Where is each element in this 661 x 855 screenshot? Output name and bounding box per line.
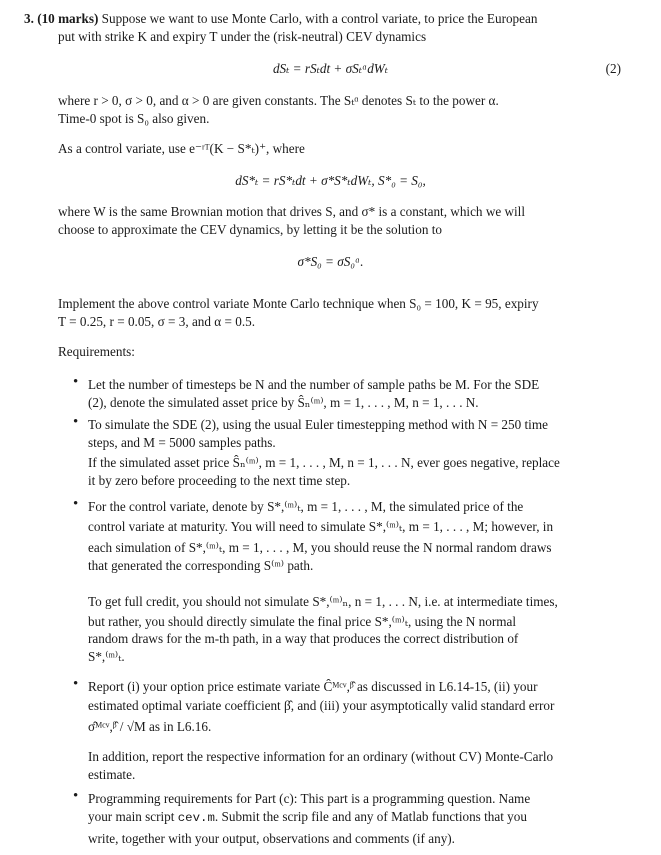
bullet-4-line3: σ̂ᴹᶜᵛ,ᵝ̂ / √M as in L6.16. <box>88 719 212 734</box>
bullet-2-line3: If the simulated asset price Ŝₙ⁽ᵐ⁾, m = 1, . . . , M, n = 1, . . . N, ever goes negative, replace <box>88 455 560 470</box>
params-line2: T = 0.25, r = 0.05, σ = 3, and α = 0.5. <box>58 314 256 329</box>
bullet-3-p2-line3: random draws for the m-th path, in a way that produces the correct distribution of <box>88 631 519 646</box>
question-intro-line2: put with strike K and expiry T under the (risk-neutral) CEV dynamics <box>58 29 427 44</box>
requirements-heading: Requirements: <box>58 344 135 359</box>
question-header <box>24 10 624 28</box>
bullet-4-line2: estimated optimal variate coefficient β̂, and (iii) your asymptotically valid standard error <box>88 698 555 713</box>
bullet-5-marker: • <box>73 788 79 804</box>
params-line1: Implement the above control variate Monte Carlo technique when S₀ = 100, K = 95, expiry <box>58 296 539 311</box>
bullet-3-p2-line2: but rather, you should directly simulate the final price S*,⁽ᵐ⁾ₜ, using the N normal <box>88 614 517 629</box>
bullet-5-line2-b: . Submit the scrip file and any of Matlab functions that you <box>214 809 527 824</box>
bullet-2-line2: steps, and M = 5000 samples paths. <box>88 435 276 450</box>
bullet-4-marker: • <box>73 676 79 692</box>
question-intro-line1: Suppose we want to use Monte Carlo, with a control variate, to price the European <box>101 11 538 26</box>
equation-cev-text: dSₜ = rSₜdt + σSₜᵅdWₜ <box>272 61 389 76</box>
bullet-3-line3: each simulation of S*,⁽ᵐ⁾ₜ, m = 1, . . . , M, you should reuse the N normal random draws <box>88 540 552 555</box>
bullet-1-marker: • <box>73 374 79 390</box>
brownian-line1: where W is the same Brownian motion that drives S, and σ* is a constant, which we will <box>58 204 526 219</box>
bullet-5-line2 <box>88 808 623 828</box>
bullet-1-line2: (2), denote the simulated asset price by Ŝₙ⁽ᵐ⁾, m = 1, . . . , M, n = 1, . . . N. <box>88 395 479 410</box>
bullet-5-line3: write, together with your output, observations and comments (if any). <box>88 831 455 846</box>
bullet-3-line4: that generated the corresponding S⁽ᵐ⁾ path. <box>88 558 314 573</box>
bullet-4-p2-line2: estimate. <box>88 767 136 782</box>
equation-cev <box>0 60 661 78</box>
equation-number: (2) <box>605 61 621 76</box>
bullet-1-line1: Let the number of timesteps be N and the number of sample paths be M. For the SDE <box>88 377 540 392</box>
bullet-3-marker: • <box>73 496 79 512</box>
control-variate-intro: As a control variate, use e⁻ʳᵀ(K − S*ₜ)⁺, where <box>58 141 305 156</box>
bullet-3-p2-line4: S*,⁽ᵐ⁾ₜ. <box>88 649 125 664</box>
bullet-2-line1: To simulate the SDE (2), using the usual Euler timestepping method with N = 250 time <box>88 417 548 432</box>
question-number: 3. <box>24 11 34 26</box>
script-name: cev.m <box>177 811 215 825</box>
bullet-4-line1: Report (i) your option price estimate variate Ĉᴹᶜᵛ,ᵝ̂ as discussed in L6.14-15, (ii) your <box>88 679 538 694</box>
bullet-3-line1: For the control variate, denote by S*,⁽ᵐ⁾ₜ, m = 1, . . . , M, the simulated price of the <box>88 499 524 514</box>
bullet-5-line2-a: your main script <box>88 809 178 824</box>
bullet-2-line4: it by zero before proceeding to the next time step. <box>88 473 351 488</box>
bullet-3-p2-line1: To get full credit, you should not simulate S*,⁽ᵐ⁾ₙ, n = 1, . . . N, i.e. at intermediate times, <box>88 594 558 609</box>
bullet-5-line1: Programming requirements for Part (c): This part is a programming question. Name <box>88 791 531 806</box>
question-marks: (10 marks) <box>37 11 99 26</box>
brownian-line2: choose to approximate the CEV dynamics, by letting it be the solution to <box>58 222 442 237</box>
constants-line1: where r > 0, σ > 0, and α > 0 are given constants. The Sₜᵅ denotes Sₜ to the power α. <box>58 93 499 108</box>
bullet-3-line2: control variate at maturity. You will need to simulate S*,⁽ᵐ⁾ₜ, m = 1, . . . , M; however, in <box>88 519 554 534</box>
equation-sigma: σ*S₀ = σS₀ᵅ. <box>297 254 364 269</box>
equation-control: dS*ₜ = rS*ₜdt + σ*S*ₜdWₜ, S*₀ = S₀, <box>235 173 426 188</box>
constants-line2: Time-0 spot is S₀ also given. <box>58 111 210 126</box>
bullet-2-marker: • <box>73 414 79 430</box>
bullet-4-p2-line1: In addition, report the respective information for an ordinary (without CV) Monte-Carlo <box>88 749 554 764</box>
